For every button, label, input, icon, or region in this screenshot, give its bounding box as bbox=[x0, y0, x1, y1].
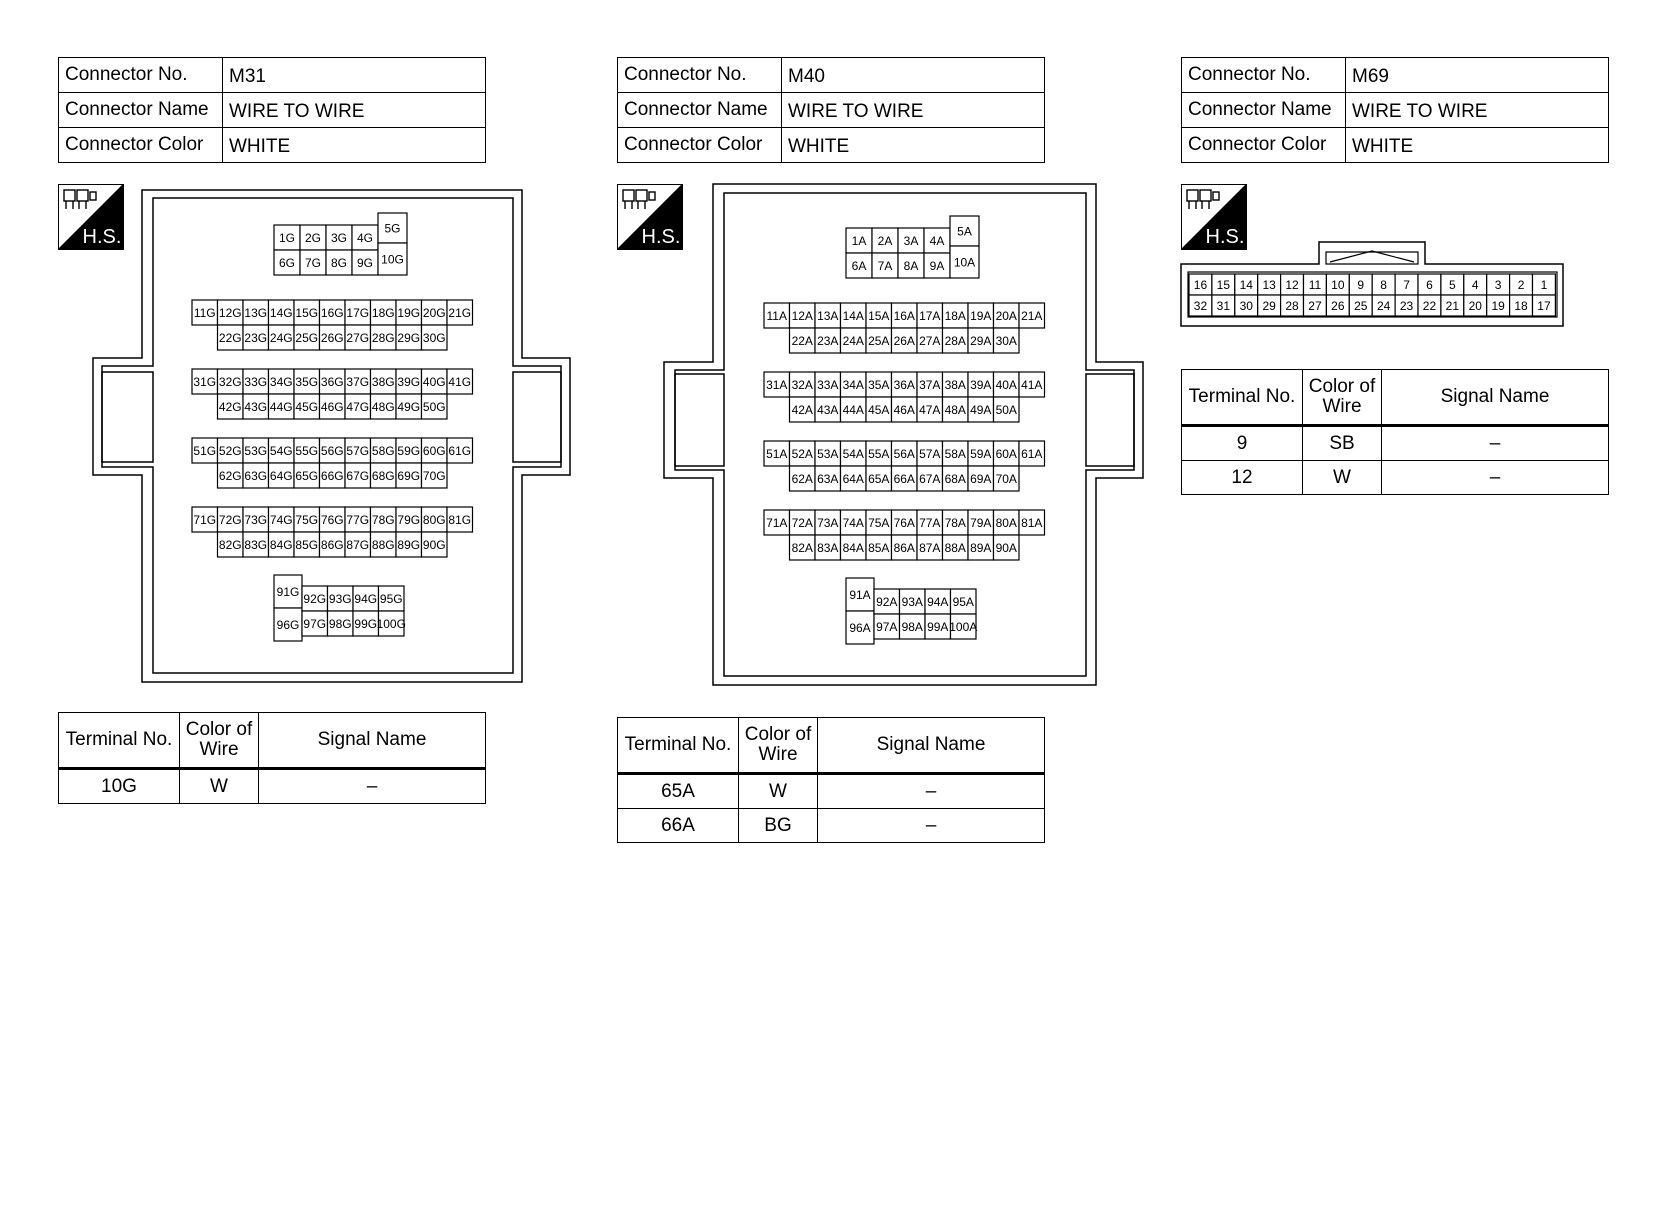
pin-label: 44G bbox=[269, 400, 293, 414]
pin-label: 10 bbox=[1331, 278, 1345, 292]
pin-label: 78G bbox=[371, 513, 395, 527]
pin-label: 34G bbox=[269, 375, 293, 389]
pin-label: 24 bbox=[1376, 299, 1391, 313]
pin-label: 31A bbox=[766, 378, 788, 392]
pin-label: 79G bbox=[397, 513, 421, 527]
connector-name-label: Connector Name bbox=[59, 93, 223, 128]
pin-label: 6G bbox=[278, 256, 296, 270]
pin-label: 43G bbox=[244, 400, 268, 414]
pin-label: 14 bbox=[1239, 278, 1253, 292]
pin-label: 26A bbox=[893, 334, 915, 348]
pin-label: 3A bbox=[903, 234, 919, 248]
pin-label: 31G bbox=[193, 375, 217, 389]
pin-label: 13A bbox=[817, 309, 839, 323]
terminal-no-header: Terminal No. bbox=[1182, 370, 1303, 426]
pin-label: 93G bbox=[328, 592, 352, 606]
pin-label: 86A bbox=[893, 541, 915, 555]
table-row bbox=[1182, 426, 1609, 461]
pin-label: 37G bbox=[346, 375, 370, 389]
hs-label: H.S. bbox=[1205, 226, 1245, 248]
pin-label: 66G bbox=[320, 469, 344, 483]
pin-label: 23G bbox=[244, 331, 268, 345]
pin-label: 22 bbox=[1422, 299, 1437, 313]
pin-label: 2 bbox=[1517, 278, 1525, 292]
terminal-no: 12 bbox=[1182, 461, 1303, 495]
pin-label: 6 bbox=[1426, 278, 1433, 292]
connector-name-label: Connector Name bbox=[1182, 93, 1346, 128]
pin-label: 85G bbox=[295, 538, 319, 552]
pin-label: 45G bbox=[295, 400, 319, 414]
pin-label: 9G bbox=[356, 256, 374, 270]
pin-label: 32A bbox=[791, 378, 813, 392]
pin-label: 55A bbox=[868, 447, 890, 461]
connector-no-value: M40 bbox=[782, 58, 1045, 93]
pin-label: 2G bbox=[304, 231, 322, 245]
pin-label: 96G bbox=[276, 618, 300, 632]
pin-label: 36A bbox=[893, 378, 915, 392]
pin-label: 58A bbox=[944, 447, 966, 461]
pin-label: 42A bbox=[791, 403, 813, 417]
pin-label: 74A bbox=[842, 516, 864, 530]
pin-label: 17 bbox=[1537, 299, 1551, 313]
signal-name: – bbox=[1382, 426, 1609, 461]
pin-label: 65G bbox=[295, 469, 319, 483]
pin-label: 34A bbox=[842, 378, 864, 392]
pin-label: 57G bbox=[346, 444, 370, 458]
table-row bbox=[59, 769, 486, 804]
pin-label: 76G bbox=[320, 513, 344, 527]
pin-label: 72G bbox=[218, 513, 242, 527]
pin-label: 83A bbox=[817, 541, 839, 555]
pin-label: 28 bbox=[1285, 299, 1299, 313]
pin-label: 45A bbox=[868, 403, 890, 417]
pin-label: 10G bbox=[381, 252, 404, 267]
pin-label: 26 bbox=[1331, 299, 1345, 313]
pin-label: 62A bbox=[791, 472, 813, 486]
pin-label: 91G bbox=[276, 585, 300, 599]
pin-label: 11G bbox=[193, 306, 216, 320]
pin-label: 17G bbox=[346, 306, 370, 320]
pin-label: 18G bbox=[371, 306, 395, 320]
pin-label: 41G bbox=[448, 375, 472, 389]
connector-no-label: Connector No. bbox=[1182, 58, 1346, 93]
pin-label: 18A bbox=[944, 309, 966, 323]
connector-color-label: Connector Color bbox=[59, 128, 223, 163]
pin-label: 73A bbox=[817, 516, 839, 530]
pin-label: 9 bbox=[1357, 278, 1365, 292]
connector-no-label: Connector No. bbox=[59, 58, 223, 93]
pin-label: 96A bbox=[849, 621, 871, 635]
wire-color: W bbox=[1303, 461, 1382, 495]
pin-label: 94G bbox=[354, 592, 378, 606]
pin-label: 93A bbox=[901, 595, 923, 609]
pin-label: 13 bbox=[1262, 278, 1276, 292]
pin-label: 67G bbox=[346, 469, 370, 483]
pin-label: 77A bbox=[919, 516, 941, 530]
pin-label: 17A bbox=[919, 309, 941, 323]
terminal-no: 66A bbox=[618, 809, 739, 843]
pin-label: 78A bbox=[944, 516, 966, 530]
pin-label: 4A bbox=[929, 234, 945, 248]
pin-label: 55G bbox=[295, 444, 319, 458]
pin-label: 84G bbox=[269, 538, 293, 552]
connector-name-value: WIRE TO WIRE bbox=[1346, 93, 1609, 128]
pin-label: 39A bbox=[970, 378, 992, 392]
pin-label: 21A bbox=[1021, 309, 1043, 323]
pin-label: 91A bbox=[849, 588, 871, 602]
pin-label: 81G bbox=[448, 513, 472, 527]
pin-label: 27 bbox=[1308, 299, 1322, 313]
pin-label: 21 bbox=[1445, 299, 1460, 313]
pin-label: 7G bbox=[304, 256, 322, 270]
signal-name-header: Signal Name bbox=[818, 718, 1045, 774]
pin-label: 92A bbox=[876, 595, 898, 609]
pin-label: 8 bbox=[1380, 278, 1387, 292]
pin-label: 64A bbox=[842, 472, 864, 486]
pin-label: 12A bbox=[791, 309, 813, 323]
pin-label: 80G bbox=[422, 513, 446, 527]
pin-label: 53G bbox=[244, 444, 268, 458]
pin-label: 60G bbox=[422, 444, 446, 458]
pin-label: 70A bbox=[995, 472, 1017, 486]
pin-label: 16G bbox=[320, 306, 344, 320]
pin-label: 21G bbox=[448, 306, 472, 320]
pin-label: 56A bbox=[893, 447, 915, 461]
pin-label: 61A bbox=[1021, 447, 1043, 461]
pin-label: 85A bbox=[868, 541, 890, 555]
terminal-table bbox=[1181, 369, 1609, 495]
pin-label: 99A bbox=[927, 620, 949, 634]
connector-body-m69 bbox=[0, 0, 1660, 400]
terminal-no: 10G bbox=[59, 769, 180, 804]
signal-name-header: Signal Name bbox=[1382, 370, 1609, 426]
wire-color: BG bbox=[739, 809, 818, 843]
pin-label: 43A bbox=[817, 403, 839, 417]
pin-label: 97A bbox=[876, 620, 898, 634]
signal-name: – bbox=[818, 809, 1045, 843]
pin-label: 88G bbox=[371, 538, 395, 552]
pin-label: 10A bbox=[953, 255, 976, 270]
pin-label: 95A bbox=[952, 595, 974, 609]
pin-label: 50G bbox=[422, 400, 446, 414]
wire-color: W bbox=[180, 769, 259, 804]
table-row bbox=[618, 774, 1045, 809]
pin-label: 14G bbox=[269, 306, 293, 320]
pin-label: 95G bbox=[379, 592, 403, 606]
pin-label: 28G bbox=[371, 331, 395, 345]
pin-label: 11 bbox=[1308, 278, 1322, 292]
pin-label: 12G bbox=[218, 306, 242, 320]
pin-label: 30G bbox=[422, 331, 446, 345]
connector-no-label: Connector No. bbox=[618, 58, 782, 93]
pin-label: 1G bbox=[278, 231, 296, 245]
pin-label: 49G bbox=[397, 400, 421, 414]
pin-label: 90G bbox=[422, 538, 446, 552]
terminal-no-header: Terminal No. bbox=[618, 718, 739, 774]
pin-label: 71G bbox=[193, 513, 217, 527]
wire-color-header: Color of Wire bbox=[1303, 370, 1382, 426]
pin-label: 54A bbox=[842, 447, 864, 461]
terminal-table bbox=[58, 712, 486, 804]
pin-label: 98G bbox=[328, 617, 352, 631]
pin-label: 24G bbox=[269, 331, 293, 345]
pin-label: 15 bbox=[1216, 278, 1231, 292]
pin-label: 7A bbox=[877, 259, 893, 273]
terminal-no: 65A bbox=[618, 774, 739, 809]
pin-label: 24A bbox=[842, 334, 864, 348]
pin-label: 33G bbox=[244, 375, 268, 389]
pin-label: 90A bbox=[995, 541, 1017, 555]
pin-label: 8G bbox=[330, 256, 348, 270]
pin-label: 57A bbox=[919, 447, 941, 461]
pin-label: 12 bbox=[1285, 278, 1299, 292]
pin-label: 33A bbox=[817, 378, 839, 392]
pin-label: 35A bbox=[868, 378, 890, 392]
pin-label: 44A bbox=[842, 403, 864, 417]
pin-label: 59A bbox=[970, 447, 992, 461]
pin-label: 97G bbox=[303, 617, 327, 631]
pin-label: 38G bbox=[371, 375, 395, 389]
pin-label: 20A bbox=[995, 309, 1017, 323]
pin-label: 6A bbox=[851, 259, 867, 273]
pin-label: 88A bbox=[944, 541, 966, 555]
pin-label: 23A bbox=[817, 334, 839, 348]
pin-label: 22G bbox=[218, 331, 242, 345]
pin-label: 32 bbox=[1193, 299, 1208, 313]
connector-color-value: WHITE bbox=[782, 128, 1045, 163]
pin-label: 98A bbox=[901, 620, 923, 634]
pin-label: 66A bbox=[893, 472, 915, 486]
pin-label: 22A bbox=[791, 334, 813, 348]
pin-label: 59G bbox=[397, 444, 421, 458]
pin-label: 9A bbox=[929, 259, 945, 273]
pin-label: 31 bbox=[1216, 299, 1231, 313]
table-row bbox=[1182, 461, 1609, 495]
pin-label: 8A bbox=[903, 259, 919, 273]
pin-label: 76A bbox=[893, 516, 915, 530]
pin-label: 39G bbox=[397, 375, 421, 389]
pin-label: 18 bbox=[1514, 299, 1528, 313]
pin-label: 47G bbox=[346, 400, 370, 414]
pin-label: 19A bbox=[970, 309, 992, 323]
wire-color-header: Color of Wire bbox=[739, 718, 818, 774]
pin-label: 13G bbox=[244, 306, 268, 320]
pin-label: 16A bbox=[893, 309, 915, 323]
connector-color-label: Connector Color bbox=[618, 128, 782, 163]
pin-label: 35G bbox=[295, 375, 319, 389]
pin-label: 38A bbox=[944, 378, 966, 392]
pin-label: 11A bbox=[766, 309, 787, 323]
pin-label: 62G bbox=[218, 469, 242, 483]
pin-label: 86G bbox=[320, 538, 344, 552]
pin-label: 82G bbox=[218, 538, 242, 552]
pin-label: 92G bbox=[303, 592, 327, 606]
pin-label: 36G bbox=[320, 375, 344, 389]
pin-label: 69G bbox=[397, 469, 421, 483]
connector-no-value: M31 bbox=[223, 58, 486, 93]
pin-label: 14A bbox=[842, 309, 864, 323]
connector-color-label: Connector Color bbox=[1182, 128, 1346, 163]
pin-label: 87G bbox=[346, 538, 370, 552]
pin-label: 32G bbox=[218, 375, 242, 389]
pin-label: 75A bbox=[868, 516, 890, 530]
pin-label: 100G bbox=[376, 617, 406, 631]
pin-label: 5 bbox=[1449, 278, 1456, 292]
pin-label: 83G bbox=[244, 538, 268, 552]
pin-label: 79A bbox=[970, 516, 992, 530]
pin-label: 3G bbox=[330, 231, 348, 245]
pin-label: 4G bbox=[356, 231, 374, 245]
connector-color-value: WHITE bbox=[1346, 128, 1609, 163]
connector-name-label: Connector Name bbox=[618, 93, 782, 128]
wire-color-header: Color of Wire bbox=[180, 713, 259, 769]
pin-label: 2A bbox=[877, 234, 893, 248]
pin-label: 1A bbox=[851, 234, 867, 248]
pin-label: 42G bbox=[218, 400, 242, 414]
pin-label: 41A bbox=[1021, 378, 1043, 392]
pin-label: 15G bbox=[295, 306, 319, 320]
pin-label: 47A bbox=[919, 403, 941, 417]
pin-label: 25A bbox=[868, 334, 890, 348]
pin-label: 15A bbox=[868, 309, 890, 323]
pin-label: 80A bbox=[995, 516, 1017, 530]
pin-label: 77G bbox=[346, 513, 370, 527]
pin-label: 50A bbox=[995, 403, 1017, 417]
table-row bbox=[618, 809, 1045, 843]
pin-label: 29G bbox=[397, 331, 421, 345]
pin-layout-m69 bbox=[1189, 274, 1555, 316]
pin-label: 30A bbox=[995, 334, 1017, 348]
pin-label: 46G bbox=[320, 400, 344, 414]
pin-label: 63A bbox=[817, 472, 839, 486]
pin-label: 53A bbox=[817, 447, 839, 461]
pin-label: 89A bbox=[970, 541, 992, 555]
pin-label: 20 bbox=[1468, 299, 1482, 313]
pin-label: 82A bbox=[791, 541, 813, 555]
pin-label: 72A bbox=[791, 516, 813, 530]
pin-label: 52G bbox=[218, 444, 242, 458]
pin-label: 7 bbox=[1403, 278, 1410, 292]
pin-label: 58G bbox=[371, 444, 395, 458]
hs-label: H.S. bbox=[641, 226, 681, 248]
pin-label: 99G bbox=[354, 617, 378, 631]
pin-label: 68G bbox=[371, 469, 395, 483]
terminal-table bbox=[617, 717, 1045, 843]
pin-label: 56G bbox=[320, 444, 344, 458]
pin-label: 70G bbox=[422, 469, 446, 483]
pin-label: 26G bbox=[320, 331, 344, 345]
pin-label: 25 bbox=[1354, 299, 1368, 313]
signal-name: – bbox=[259, 769, 486, 804]
pin-label: 19G bbox=[397, 306, 421, 320]
pin-label: 51G bbox=[193, 444, 217, 458]
pin-label: 67A bbox=[919, 472, 941, 486]
pin-label: 52A bbox=[791, 447, 813, 461]
pin-label: 4 bbox=[1471, 278, 1479, 292]
pin-label: 46A bbox=[893, 403, 915, 417]
pin-label: 5A bbox=[957, 224, 972, 239]
pin-label: 63G bbox=[244, 469, 268, 483]
pin-label: 19 bbox=[1491, 299, 1505, 313]
hs-label: H.S. bbox=[82, 226, 122, 248]
pin-label: 30 bbox=[1239, 299, 1253, 313]
pin-label: 94A bbox=[927, 595, 949, 609]
pin-label: 25G bbox=[295, 331, 319, 345]
connector-name-value: WIRE TO WIRE bbox=[782, 93, 1045, 128]
pin-label: 1 bbox=[1540, 278, 1548, 292]
pin-label: 37A bbox=[919, 378, 941, 392]
terminal-no-header: Terminal No. bbox=[59, 713, 180, 769]
pin-label: 3 bbox=[1494, 278, 1502, 292]
pin-label: 49A bbox=[970, 403, 992, 417]
signal-name-header: Signal Name bbox=[259, 713, 486, 769]
pin-label: 89G bbox=[397, 538, 421, 552]
signal-name: – bbox=[1382, 461, 1609, 495]
pin-label: 73G bbox=[244, 513, 268, 527]
pin-label: 100A bbox=[949, 620, 978, 634]
pin-label: 48A bbox=[944, 403, 966, 417]
connector-name-value: WIRE TO WIRE bbox=[223, 93, 486, 128]
pin-label: 69A bbox=[970, 472, 992, 486]
pin-label: 28A bbox=[944, 334, 966, 348]
pin-label: 5G bbox=[384, 221, 401, 236]
pin-label: 84A bbox=[842, 541, 864, 555]
connector-color-value: WHITE bbox=[223, 128, 486, 163]
pin-label: 48G bbox=[371, 400, 395, 414]
pin-label: 23 bbox=[1399, 299, 1414, 313]
pin-label: 16 bbox=[1193, 278, 1208, 292]
wire-color: W bbox=[739, 774, 818, 809]
pin-label: 60A bbox=[995, 447, 1017, 461]
pin-label: 40G bbox=[422, 375, 446, 389]
pin-label: 68A bbox=[944, 472, 966, 486]
pin-label: 74G bbox=[269, 513, 293, 527]
terminal-no: 9 bbox=[1182, 426, 1303, 461]
pin-label: 29 bbox=[1262, 299, 1276, 313]
pin-label: 51A bbox=[766, 447, 788, 461]
signal-name: – bbox=[818, 774, 1045, 809]
pin-label: 40A bbox=[995, 378, 1017, 392]
wire-color: SB bbox=[1303, 426, 1382, 461]
pin-label: 75G bbox=[295, 513, 319, 527]
pin-label: 61G bbox=[448, 444, 472, 458]
connector-no-value: M69 bbox=[1346, 58, 1609, 93]
pin-label: 71A bbox=[766, 516, 788, 530]
pin-label: 64G bbox=[269, 469, 293, 483]
pin-label: 27G bbox=[346, 331, 370, 345]
pin-label: 87A bbox=[919, 541, 941, 555]
pin-label: 65A bbox=[868, 472, 890, 486]
pin-label: 54G bbox=[269, 444, 293, 458]
pin-label: 29A bbox=[970, 334, 992, 348]
pin-label: 81A bbox=[1021, 516, 1043, 530]
pin-label: 27A bbox=[919, 334, 941, 348]
pin-label: 20G bbox=[422, 306, 446, 320]
